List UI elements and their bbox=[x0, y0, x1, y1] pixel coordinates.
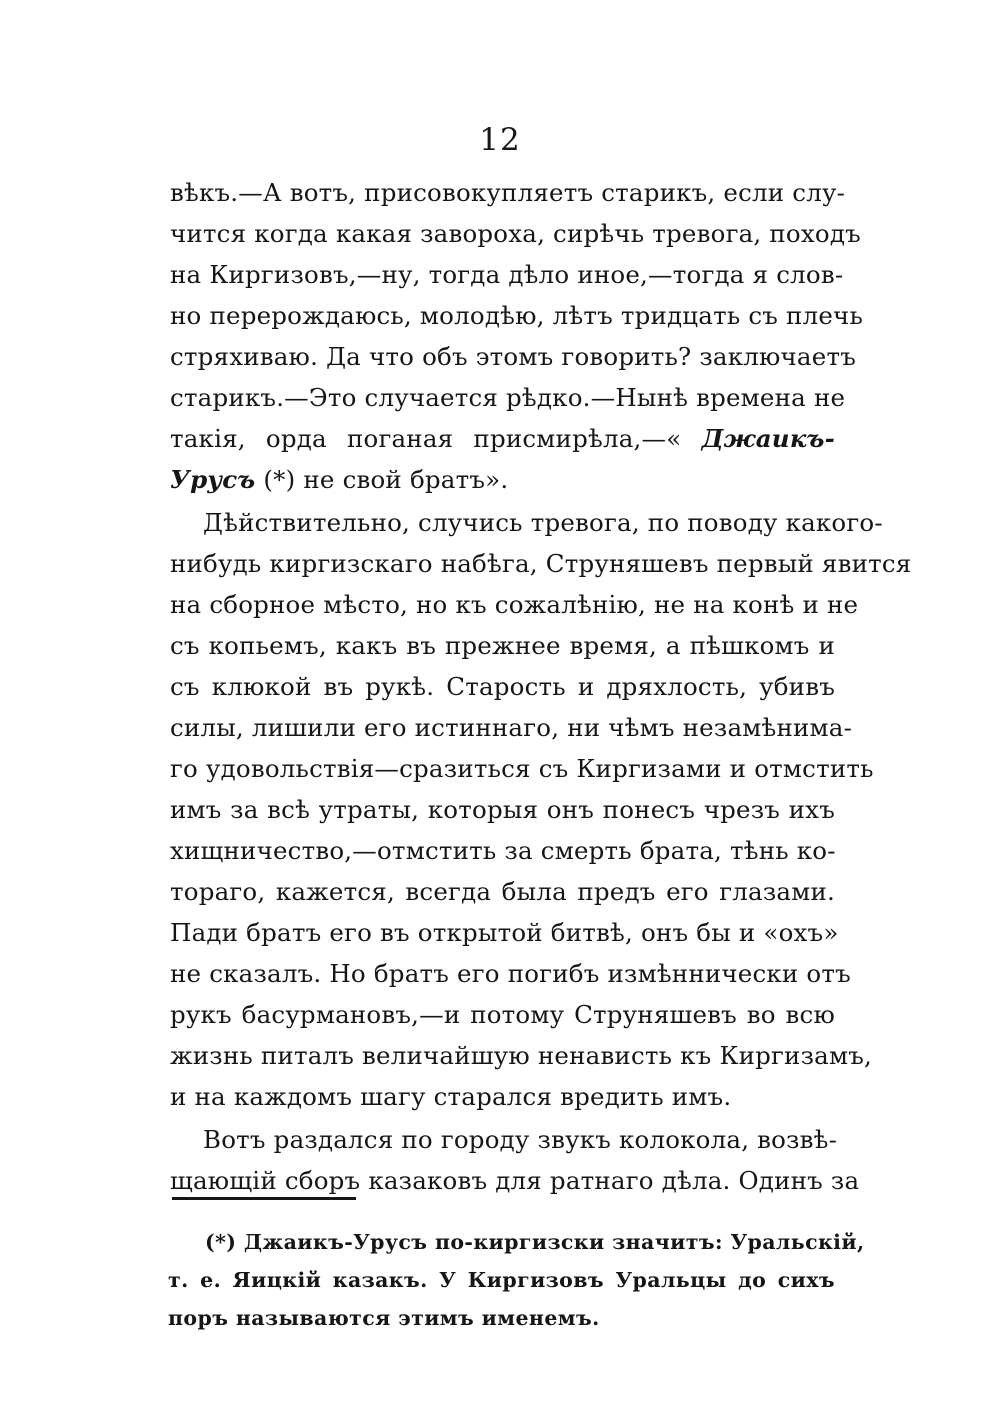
text-line: вѣкъ.—А вотъ, присовокупляетъ старикъ, если слу- bbox=[170, 178, 846, 207]
emphasized-term: Урусъ bbox=[170, 465, 256, 494]
text-line: хищничество,—отмстить за смерть брата, тѣнь ко- bbox=[170, 836, 836, 865]
text-line: на Киргизовъ,—ну, тогда дѣло иное,—тогда я слов- bbox=[170, 260, 844, 289]
text-line: жизнь питалъ величайшую ненависть къ Киргизамъ, bbox=[170, 1041, 872, 1070]
text-line: съ копьемъ, какъ въ прежнее время, а пѣшкомъ и bbox=[170, 631, 835, 660]
text-line: чится когда какая завороха, сирѣчь тревога, походъ bbox=[170, 219, 861, 248]
text-line: го удовольствія—сразиться съ Киргизами и отмстить bbox=[170, 754, 874, 783]
text-line: старикъ.—Это случается рѣдко.—Нынѣ времена не bbox=[170, 383, 846, 412]
text-line: на сборное мѣсто, но къ сожалѣнію, не на конѣ и не bbox=[170, 590, 859, 619]
footnote-line: (*) Джаикъ-Урусъ по-киргизски значитъ: Уральскій, bbox=[205, 1230, 865, 1254]
text-line: не сказалъ. Но братъ его погибъ измѣннически отъ bbox=[170, 959, 851, 988]
text-segment: (*) не свой братъ». bbox=[255, 465, 509, 494]
text-line: силы, лишили его истиннаго, ни чѣмъ незамѣнима- bbox=[170, 713, 853, 742]
text-line bbox=[170, 418, 835, 459]
footnote-divider bbox=[172, 1197, 356, 1200]
text-line: но перерождаюсь, молодѣю, лѣтъ тридцать съ плечь bbox=[170, 301, 863, 330]
text-line: стряхиваю. Да что объ этомъ говорить? заключаетъ bbox=[170, 342, 856, 371]
paragraph-start-line: Дѣйствительно, случись тревога, по поводу какого- bbox=[203, 508, 883, 537]
text-line: и на каждомъ шагу старался вредить имъ. bbox=[170, 1082, 732, 1111]
text-line: нибудь киргизскаго набѣга, Струняшевъ первый явится bbox=[170, 549, 912, 578]
text-segment: такія, орда поганая присмирѣла,—« bbox=[170, 424, 682, 453]
text-line: щающій сборъ казаковъ для ратнаго дѣла. Одинъ за bbox=[170, 1166, 860, 1195]
paragraph-start-line: Вотъ раздался по городу звукъ колокола, возвѣ- bbox=[203, 1125, 838, 1154]
text-line: рукъ басурмановъ,—и потому Струняшевъ во всю bbox=[170, 1000, 835, 1029]
page-number: 12 bbox=[479, 122, 521, 158]
emphasized-term: Джаикъ- bbox=[701, 424, 835, 453]
footnote-line: т. е. Яицкій казакъ. У Киргизовъ Уральцы до сихъ bbox=[168, 1268, 835, 1292]
text-line bbox=[170, 459, 835, 500]
text-line: имъ за всѣ утраты, которыя онъ понесъ чрезъ ихъ bbox=[170, 795, 835, 824]
text-line: тораго, кажется, всегда была предъ его глазами. bbox=[170, 877, 835, 906]
footnote-line: поръ называются этимъ именемъ. bbox=[168, 1306, 600, 1330]
text-line: Пади братъ его въ открытой битвѣ, онъ бы и «охъ» bbox=[170, 918, 839, 947]
text-line: съ клюкой въ рукѣ. Старость и дряхлость, убивъ bbox=[170, 672, 835, 701]
